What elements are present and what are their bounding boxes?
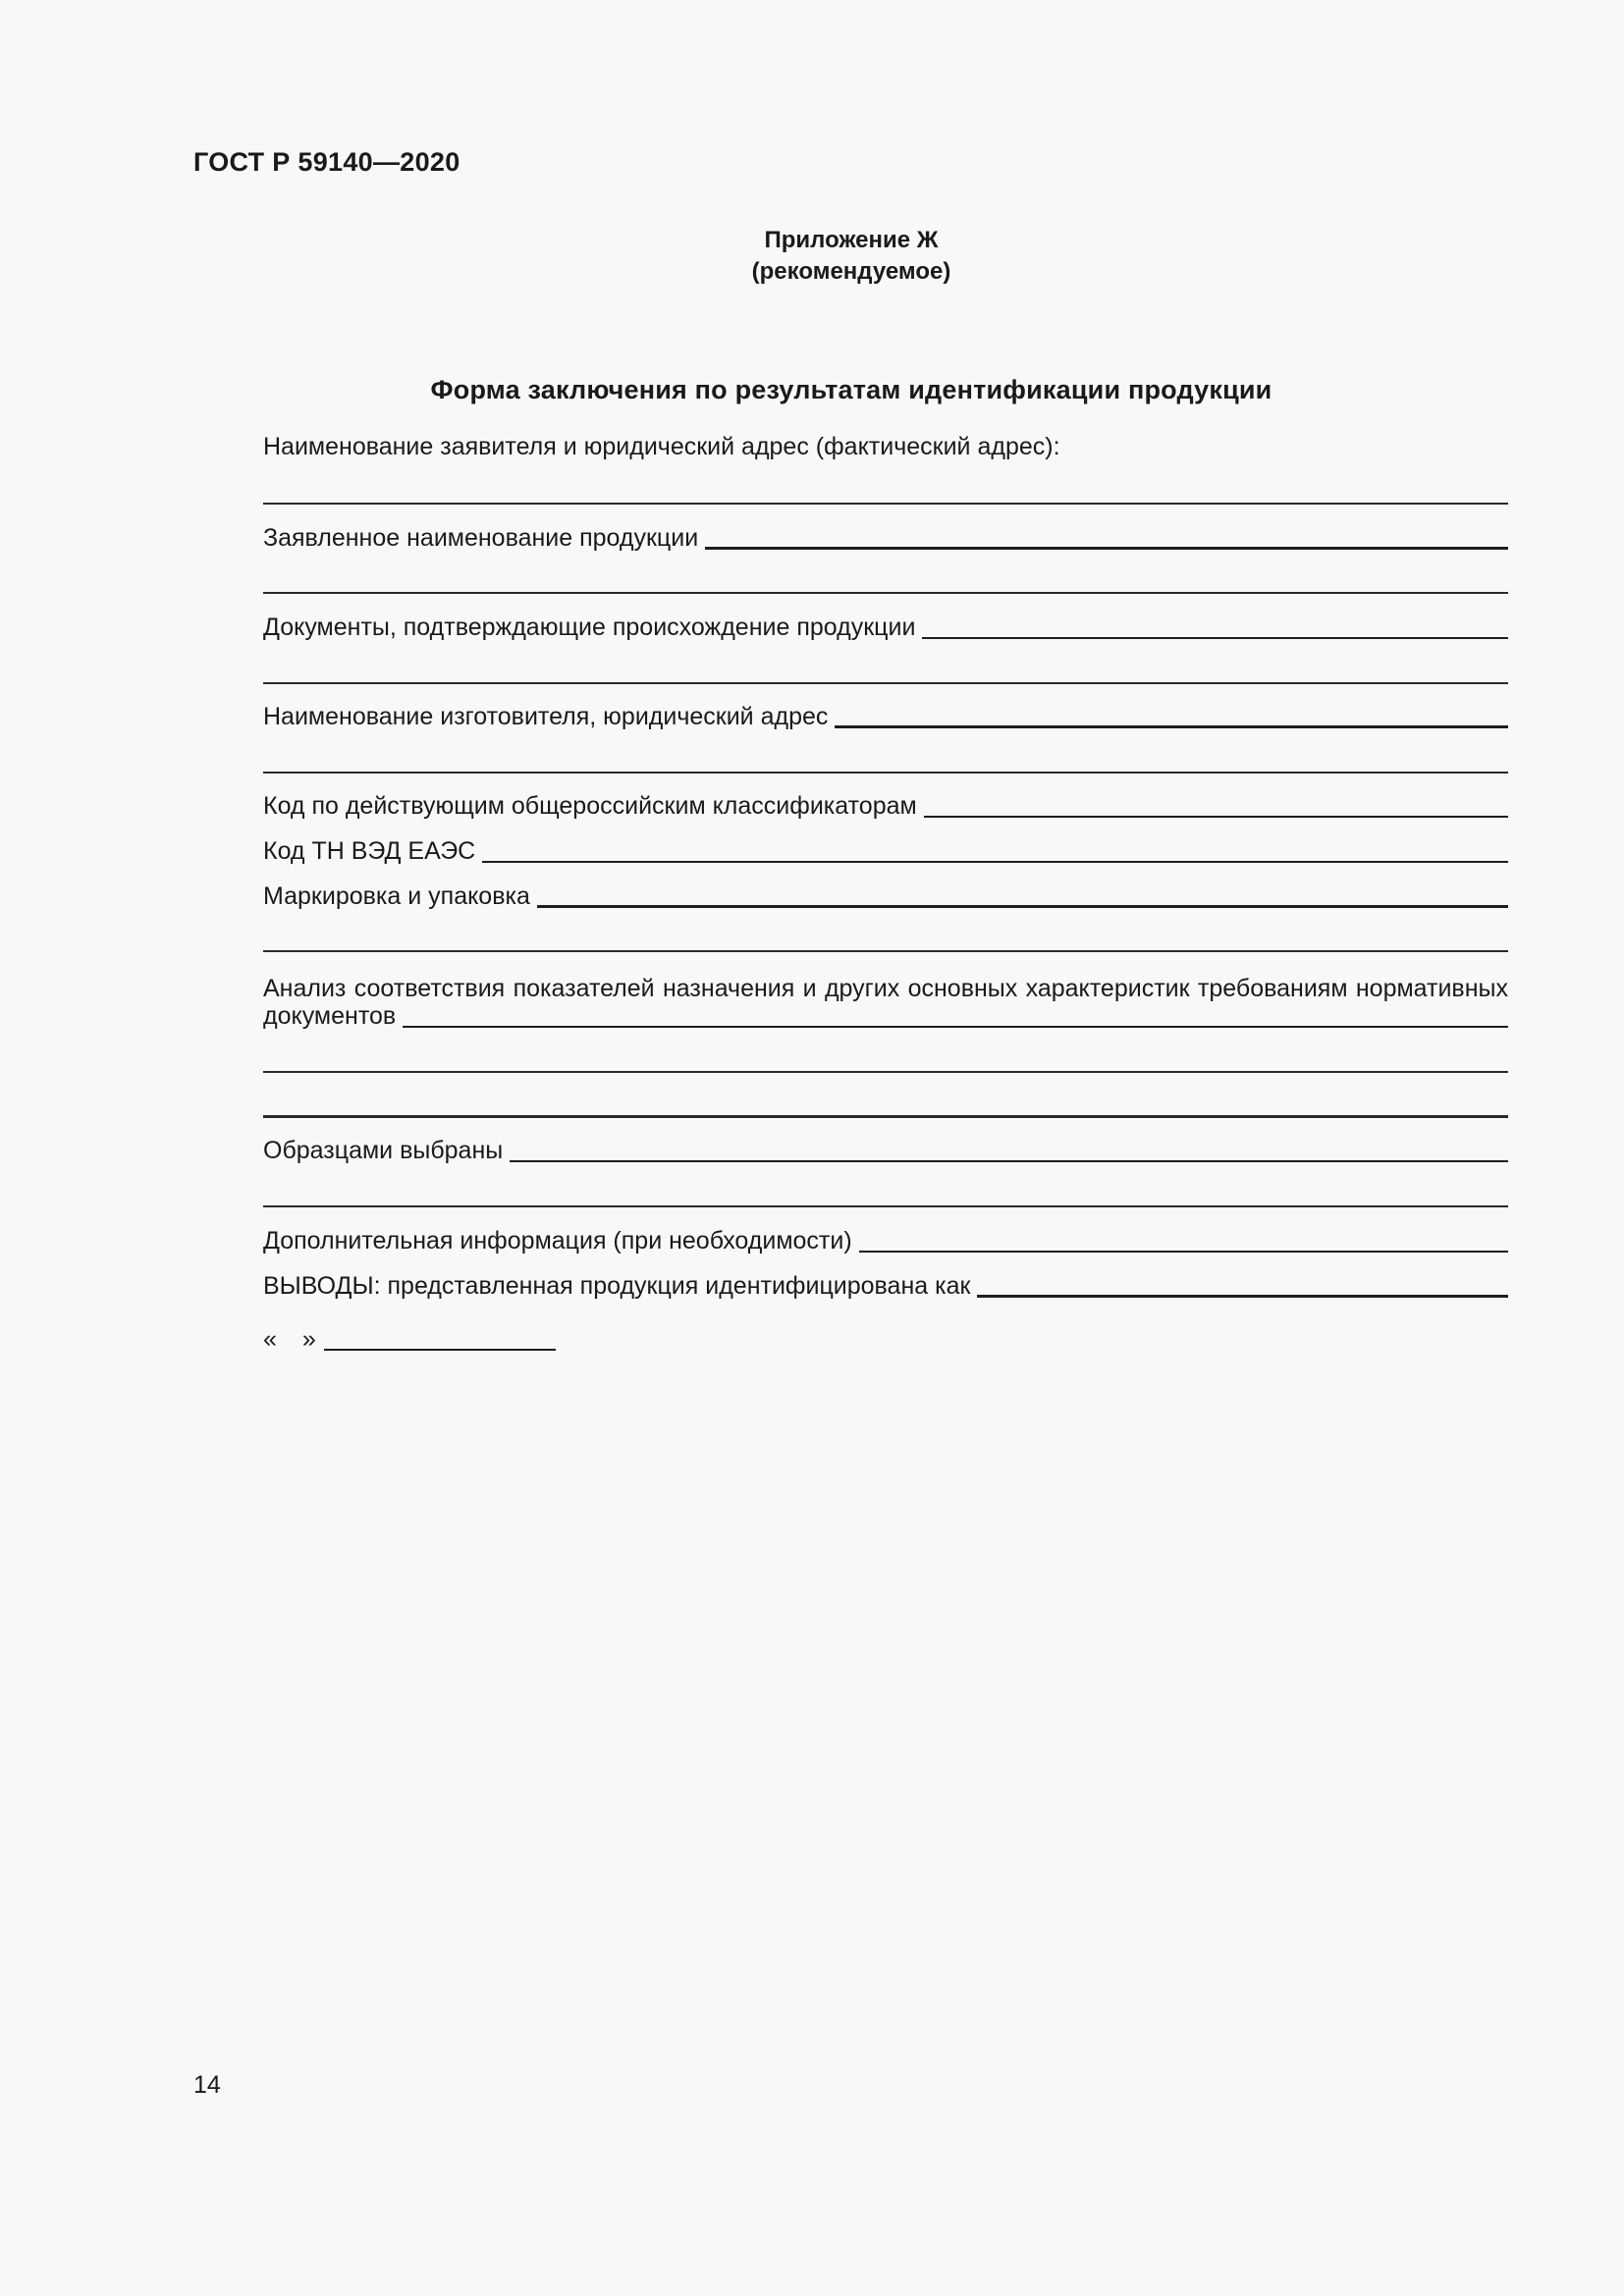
product-name-label: Заявленное наименование продукции [263, 524, 699, 552]
classifier-code-label: Код по действующим общероссийским классификаторам [263, 792, 917, 820]
manufacturer-field-cont[interactable] [263, 772, 1508, 774]
date-open-quote: « [263, 1325, 277, 1353]
analysis-field-cont-1[interactable] [263, 1071, 1508, 1073]
analysis-label-line1: Анализ соответствия показателей назначения и других основных характеристик требованиям нормативных [263, 975, 1508, 1002]
annex-heading [0, 225, 1624, 288]
origin-docs-field-cont[interactable] [263, 682, 1508, 684]
applicant-label: Наименование заявителя и юридический адрес (фактический адрес): [263, 433, 1060, 460]
analysis-row [263, 1001, 1508, 1031]
classifier-code-field[interactable] [924, 815, 1508, 818]
classifier-code-row [263, 791, 1508, 821]
origin-docs-field[interactable] [922, 636, 1508, 639]
origin-docs-row [263, 613, 1508, 642]
analysis-field-cont-2[interactable] [263, 1115, 1508, 1118]
tn-ved-row [263, 836, 1508, 866]
form-title: Форма заключения по результатам идентификации продукции [430, 375, 1272, 404]
tn-ved-label: Код ТН ВЭД ЕАЭС [263, 837, 476, 865]
product-name-field-cont[interactable] [263, 592, 1508, 594]
marking-field[interactable] [537, 904, 1508, 908]
marking-field-cont[interactable] [263, 950, 1508, 952]
additional-info-label: Дополнительная информация (при необходимости) [263, 1227, 852, 1255]
additional-info-row [263, 1226, 1508, 1255]
marking-label: Маркировка и упаковка [263, 882, 530, 910]
manufacturer-row [263, 702, 1508, 731]
samples-field-cont[interactable] [263, 1205, 1508, 1207]
analysis-label-line2: документов [263, 1002, 397, 1030]
conclusions-label: ВЫВОДЫ: представленная продукция идентифицирована как [263, 1272, 971, 1300]
date-month-year-field[interactable] [324, 1348, 556, 1351]
conclusions-field[interactable] [977, 1294, 1508, 1298]
samples-label: Образцами выбраны [263, 1137, 504, 1164]
page-number: 14 [193, 2071, 221, 2099]
product-name-row [263, 523, 1508, 553]
additional-info-field[interactable] [859, 1250, 1508, 1253]
conclusions-row [263, 1271, 1508, 1301]
manufacturer-field[interactable] [835, 724, 1508, 728]
analysis-field[interactable] [403, 1025, 1508, 1028]
annex-status: (рекомендуемое) [751, 258, 951, 285]
applicant-field[interactable] [263, 503, 1508, 505]
manufacturer-label: Наименование изготовителя, юридический адрес [263, 703, 829, 730]
date-row [263, 1324, 556, 1354]
applicant-row [263, 432, 1508, 461]
samples-row [263, 1136, 1508, 1165]
samples-field[interactable] [510, 1159, 1508, 1162]
tn-ved-field[interactable] [482, 860, 1508, 863]
date-close-quote: » [301, 1325, 316, 1353]
product-name-field[interactable] [705, 546, 1508, 550]
origin-docs-label: Документы, подтверждающие происхождение продукции [263, 614, 916, 641]
marking-row [263, 881, 1508, 911]
annex-title: Приложение Ж [764, 227, 939, 253]
standard-id: ГОСТ Р 59140—2020 [193, 147, 460, 177]
